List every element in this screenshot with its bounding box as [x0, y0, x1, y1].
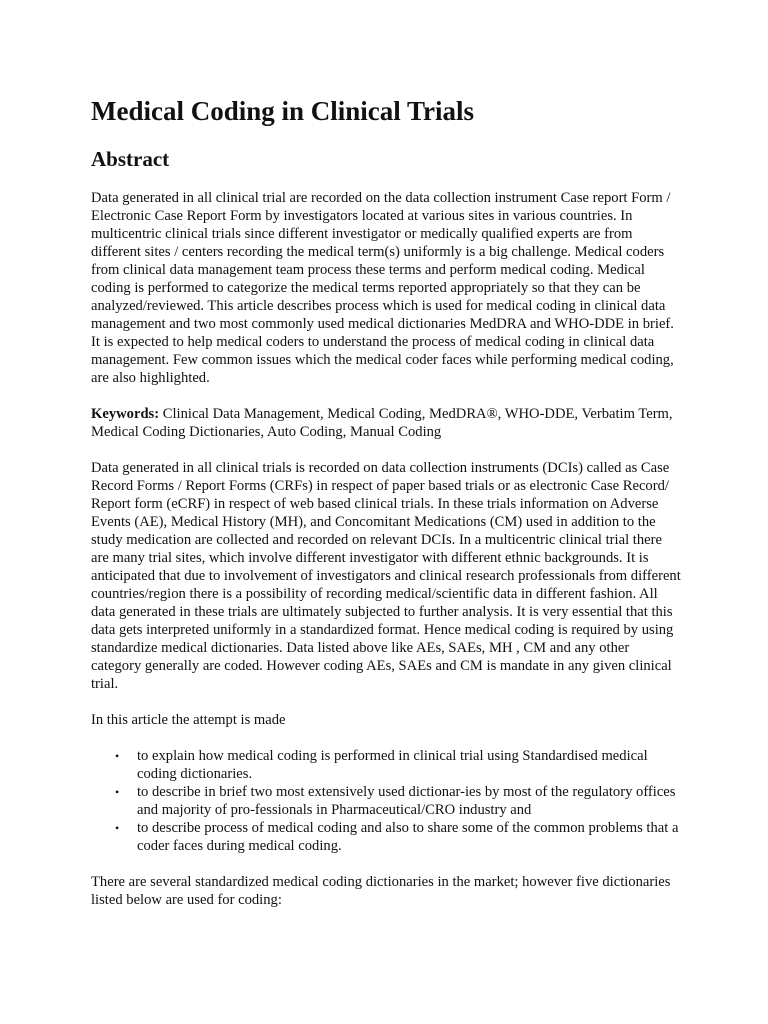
abstract-paragraph: Data generated in all clinical trial are recorded on the data collection instrument Case report Form / Electronic Case Report Form by investigators located at various sites in various countries. In multicentric clinical trials since different investigator or medically qualified experts are from different sites / centers recording the medical term(s) uniformly is a big challenge. Medical coders from clinical data management team process these terms and perform medical coding. Medical coding is performed to categorize the medical terms reported appropriately so that they can be analyzed/reviewed. This article describes process which is used for medical coding in clinical data management and two most commonly used medical dictionaries MedDRA and WHO-DDE in brief. It is expected to help medical coders to understand the process of medical coding in clinical data management. Few common issues which the medical coder faces while performing medical coding, are also highlighted.: [91, 190, 674, 386]
bullet-icon: •: [115, 821, 120, 835]
list-item: [115, 783, 681, 819]
list-item: [115, 819, 681, 855]
bullet-icon: •: [115, 785, 120, 799]
keywords-label: Keywords:: [91, 406, 160, 422]
list-item: [115, 747, 681, 783]
document-page: [91, 93, 681, 927]
keywords-paragraph: [91, 405, 681, 441]
attempt-list: [91, 747, 681, 855]
list-intro: In this article the attempt is made: [91, 712, 286, 728]
list-item-text: to describe in brief two most extensively used dictionar-ies by most of the regulatory offices and majority of pro-fessionals in Pharmaceutical/CRO industry and: [137, 784, 676, 818]
keywords-text: Clinical Data Management, Medical Coding, MedDRA®, WHO-DDE, Verbatim Term, Medical Coding Dictionaries, Auto Coding, Manual Coding: [91, 406, 673, 440]
list-item-text: to describe process of medical coding and also to share some of the common problems that a coder faces during medical coding.: [137, 820, 679, 854]
list-item-text: to explain how medical coding is performed in clinical trial using Standardised medical coding dictionaries.: [137, 748, 648, 782]
closing-paragraph: There are several standardized medical coding dictionaries in the market; however five dictionaries listed below are used for coding:: [91, 874, 671, 908]
bullet-icon: •: [115, 749, 120, 763]
abstract-heading: Abstract: [91, 147, 170, 171]
document-title: Medical Coding in Clinical Trials: [91, 96, 475, 126]
intro-paragraph: Data generated in all clinical trials is recorded on data collection instruments (DCIs) called as Case Record Forms / Report Forms (CRFs) in respect of paper based trials or as electronic Case Record/ Report form (eCRF) in respect of web based clinical trials. In these trials information on Adverse Events (AE), Medical History (MH), and Concomitant Medications (CM) used in addition to the study medication are collected and recorded on relevant DCIs. In a multicentric clinical trial there are many trial sites, which involve different investigator with different ethnic backgrounds. It is anticipated that due to involvement of investigators and clinical research professionals from different countries/region there is a possibility of recording medical/scientific data in different fashion. All data generated in these trials are ultimately subjected to further analysis. It is very essential that this data gets interpreted uniformly in a standardized format. Hence medical coding is required by using standardize medical dictionaries. Data listed above like AEs, SAEs, MH , CM and any other category generally are coded. However coding AEs, SAEs and CM is mandate in any given clinical trial.: [91, 460, 681, 692]
